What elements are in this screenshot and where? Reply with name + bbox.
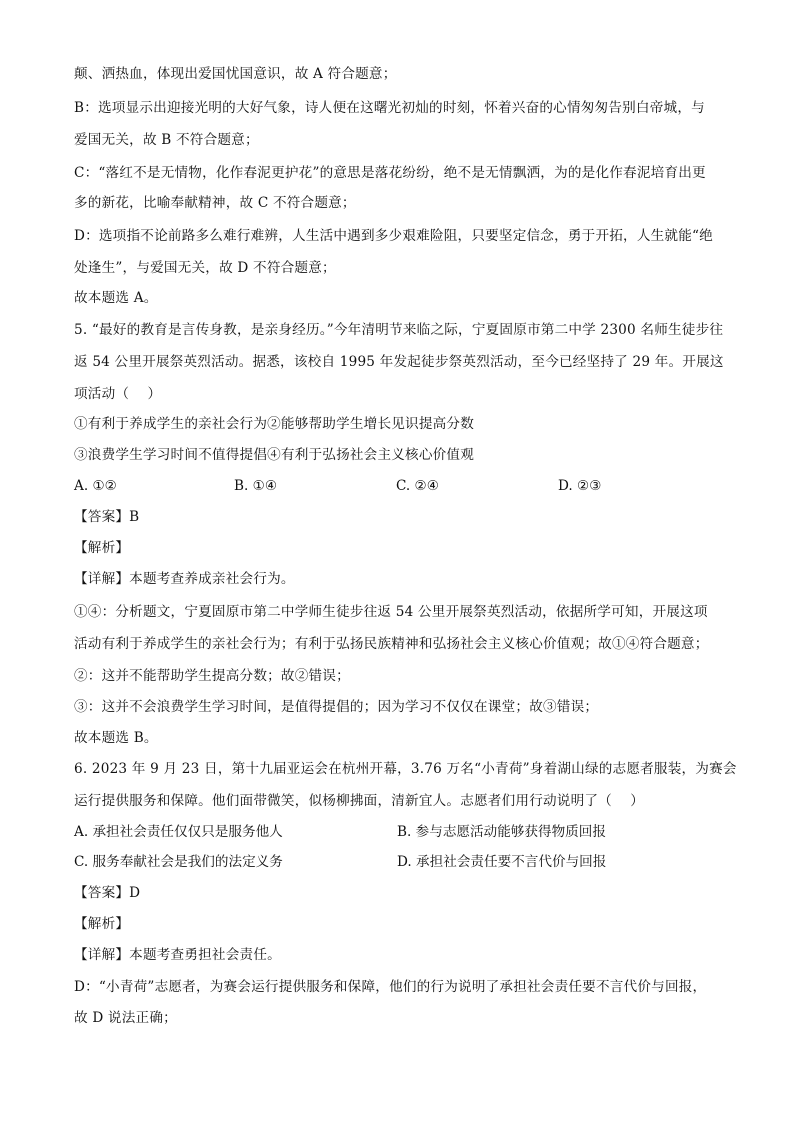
analysis-label: 【解析】 xyxy=(74,916,130,932)
detail-line: D：“小青荷”志愿者，为赛会运行提供服务和保障，他们的行为说明了承担社会责任要不言代价与回报， xyxy=(74,979,707,995)
text-line: D：选项指不论前路多么难行难辨，人生活中遇到多少艰难险阻，只要坚定信念，勇于开拓，人生就能“绝 xyxy=(74,228,713,244)
detail-line: 故 D 说法正确； xyxy=(74,1010,177,1026)
text-line: 多的新花，比喻奉献精神，故 C 不符合题意； xyxy=(74,195,356,211)
option-a: A. ①② xyxy=(74,478,117,494)
text-line: C：“落红不是无情物，化作春泥更护花”的意思是落花纷纷，绝不是无情飘洒，为的是化作春泥培育出更 xyxy=(74,165,706,181)
text-line: 故本题选 A。 xyxy=(74,290,158,306)
detail-line: 故本题选 B。 xyxy=(74,730,158,746)
option-a: A. 承担社会责任仅仅只是服务他人 xyxy=(74,824,283,840)
option-b: B. ①④ xyxy=(234,478,278,494)
text-line: 爱国无关，故 B 不符合题意； xyxy=(74,132,259,148)
detail-line: ③：这并不会浪费学生学习时间，是值得提倡的；因为学习不仅仅在课堂；故③错误； xyxy=(74,699,599,715)
option-b: B. 参与志愿活动能够获得物质回报 xyxy=(397,824,606,840)
detail-line: ②：这并不能帮助学生提高分数；故②错误； xyxy=(74,668,350,684)
question-5-stem: 项活动（ ） xyxy=(74,386,162,402)
analysis-label: 【解析】 xyxy=(74,540,130,556)
text-line: 处逢生”，与爱国无关，故 D 不符合题意； xyxy=(74,260,336,276)
question-6-stem: 6. 2023 年 9 月 23 日，第十九届亚运会在杭州开幕，3.76 万名“小青荷”身着湖山绿的志愿者服装，为赛会 xyxy=(74,761,737,777)
text-line: 颠、洒热血，体现出爱国忧国意识，故 A 符合题意； xyxy=(74,66,397,82)
answer-label: 【答案】D xyxy=(74,885,141,901)
question-5-stem: 返 54 公里开展祭英烈活动。据悉，该校自 1995 年发起徒步祭英烈活动，至今已经坚持了 29 年。开展这 xyxy=(74,354,724,370)
question-5-statement: ③浪费学生学习时间不值得提倡④有利于弘扬社会主义核心价值观 xyxy=(74,447,475,463)
detail-line: 活动有利于养成学生的亲社会行为；有利于弘扬民族精神和弘扬社会主义核心价值观；故①④符合题意； xyxy=(74,636,709,652)
detail-line: 【详解】本题考查养成亲社会行为。 xyxy=(74,571,295,587)
option-d: D. 承担社会责任要不言代价与回报 xyxy=(397,854,607,870)
text-line: B：选项显示出迎接光明的大好气象，诗人便在这曙光初灿的时刻，怀着兴奋的心情匆匆告别白帝城，与 xyxy=(74,100,705,116)
option-c: C. ②④ xyxy=(396,478,439,494)
detail-line: 【详解】本题考查勇担社会责任。 xyxy=(74,947,281,963)
option-c: C. 服务奉献社会是我们的法定义务 xyxy=(74,854,283,870)
question-5-statement: ①有利于养成学生的亲社会行为②能够帮助学生增长见识提高分数 xyxy=(74,416,475,432)
question-5-stem: 5. “最好的教育是言传身教，是亲身经历。”今年清明节来临之际，宁夏固原市第二中学 2300 名师生徒步往 xyxy=(74,322,724,338)
detail-line: ①④：分析题文，宁夏固原市第二中学师生徒步往返 54 公里开展祭英烈活动，依据所学可知，开展这项 xyxy=(74,604,708,620)
question-6-stem: 运行提供服务和保障。他们面带微笑，似杨柳拂面，清新宜人。志愿者们用行动说明了（ ） xyxy=(74,793,645,809)
answer-label: 【答案】B xyxy=(74,509,140,525)
option-d: D. ②③ xyxy=(558,478,602,494)
